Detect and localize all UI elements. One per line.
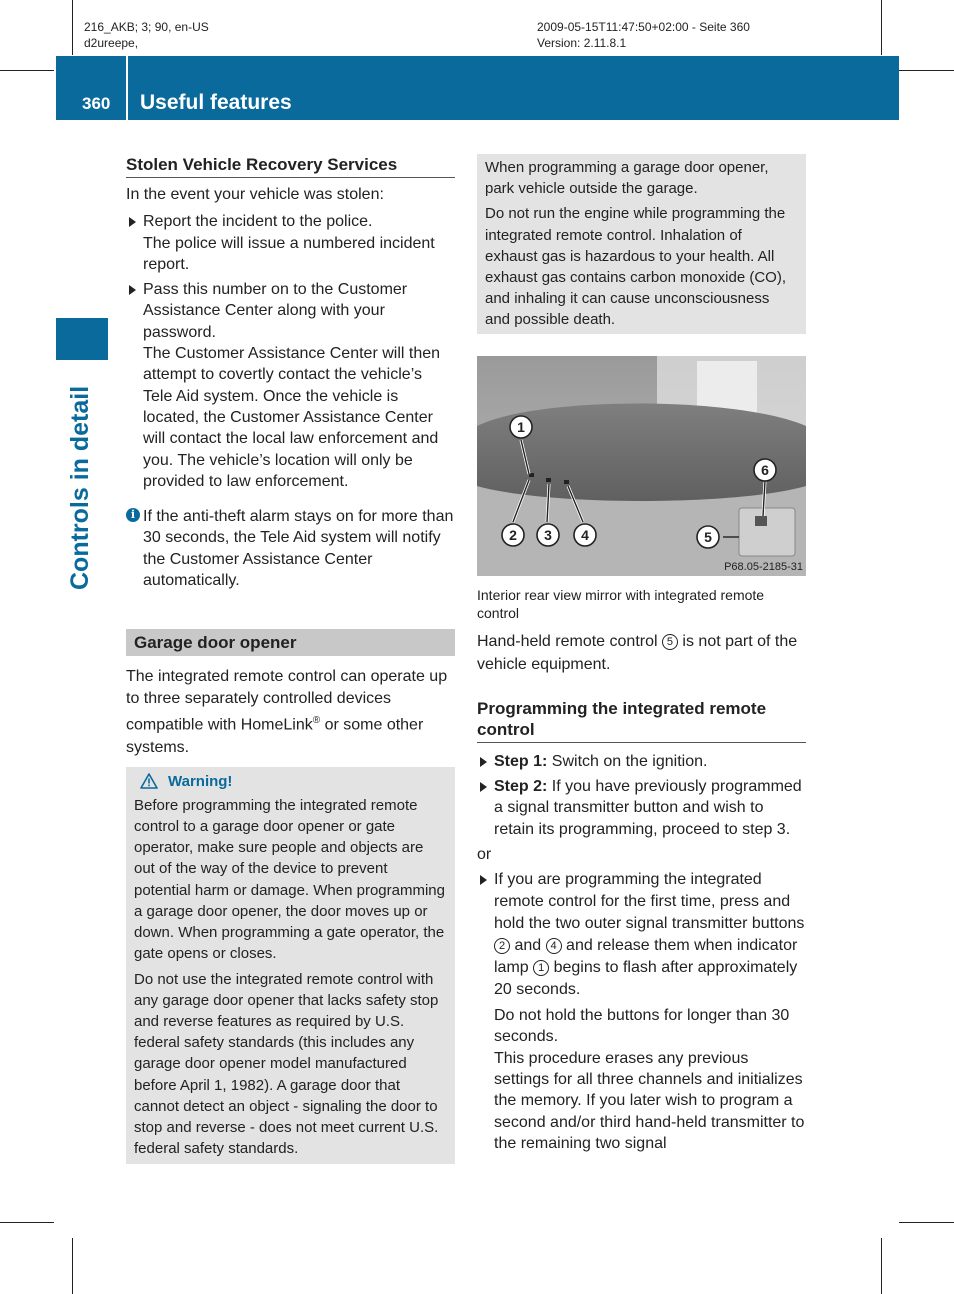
- callout-label: 3: [544, 526, 552, 543]
- step-text: [494, 751, 806, 772]
- handheld-text-end: is not part of the vehicle equipment.: [477, 632, 798, 673]
- erase-text: This procedure erases any previous settings for all three channels and initializes the memory. If you later wish to program a second and/or third hand-held transmitter to the remaining two signal: [494, 1049, 805, 1152]
- callout-ref: 2: [494, 938, 510, 954]
- step-text: [494, 776, 806, 840]
- crop-mark: [881, 0, 882, 55]
- callout-ref: 4: [546, 938, 562, 954]
- callout-label: 2: [509, 526, 517, 543]
- callout-5: [697, 526, 719, 548]
- step-body: If you have previously programmed a signal transmitter button and wish to retain its programming, proceed to step 3.: [494, 777, 802, 838]
- bullet-action: Report the incident to the police.: [143, 213, 373, 231]
- svr-intro: In the event your vehicle was stolen:: [126, 186, 384, 203]
- right-column: [477, 154, 806, 1154]
- step-label: Step 1:: [494, 752, 548, 770]
- callout-6: [754, 459, 776, 481]
- header-bar: [56, 56, 899, 120]
- callout-label: 5: [704, 528, 712, 545]
- crop-mark: [899, 70, 954, 71]
- callout-3: [537, 524, 559, 546]
- callout-4: [574, 524, 596, 546]
- first-time-text: [494, 869, 806, 1001]
- list-item: [477, 751, 806, 772]
- meta-left: [84, 19, 209, 51]
- side-tab-label: Controls in detail: [66, 385, 94, 590]
- note-box: [477, 154, 806, 334]
- step-label: Step 2:: [494, 777, 548, 795]
- svr-heading: Stolen Vehicle Recovery Services: [126, 154, 455, 178]
- bullet-action: Pass this number on to the Customer Assistance Center along with your password.: [143, 281, 408, 341]
- meta-left-line2: d2ureepe,: [84, 36, 139, 50]
- first-time-body: If you are programming the integrated remote control for the first time, press and hold the two outer signal transmitter buttons: [494, 871, 805, 933]
- warning-title-text: Warning!: [168, 772, 233, 790]
- mirror-figure: [477, 356, 806, 576]
- left-column: [126, 154, 455, 1164]
- callout-ref: 1: [533, 960, 549, 976]
- list-item: [477, 869, 806, 1154]
- header-divider: [126, 56, 128, 120]
- callout-1: [510, 416, 532, 438]
- list-item: [477, 776, 806, 840]
- figure-caption: Interior rear view mirror with integrated remote control: [477, 586, 765, 621]
- first-time-body: and: [510, 937, 546, 955]
- programming-heading: Programming the integrated remote control: [477, 698, 806, 743]
- hold-text: Do not hold the buttons for longer than 30 seconds.: [494, 1007, 790, 1046]
- page-number: 360: [82, 94, 111, 113]
- warning-triangle-icon: [140, 773, 158, 789]
- callout-ref: 5: [662, 634, 678, 650]
- callout-label: 6: [761, 461, 769, 478]
- callout-label: 1: [517, 418, 525, 435]
- figure-code: P68.05-2185-31: [724, 560, 803, 573]
- crop-mark: [881, 1238, 882, 1294]
- crop-mark: [899, 1222, 954, 1223]
- list-item: [126, 279, 455, 492]
- bullet-result: The police will issue a numbered incident report.: [143, 234, 435, 273]
- meta-right-line1: 2009-05-15T11:47:50+02:00 - Seite 360: [537, 20, 750, 34]
- first-time-body: begins to flash after approximately 20 seconds.: [494, 959, 798, 999]
- callout-label: 4: [581, 526, 589, 543]
- registered-mark: ®: [312, 715, 321, 727]
- bullet-result: The Customer Assistance Center will then attempt to covertly contact the vehicle’s Tele Aid system. Once the vehicle is located, the Customer Assistance Center will contact the local law enforcement and you. The vehicle’s location will only be provided to law enforcement.: [143, 345, 441, 490]
- handheld-note: [477, 630, 806, 676]
- note-paragraph: When programming a garage door opener, park vehicle outside the garage.: [485, 159, 769, 198]
- garage-heading: Garage door opener: [126, 629, 455, 656]
- side-tab-marker: [56, 318, 108, 360]
- crop-mark: [0, 1222, 54, 1223]
- warning-paragraph: Before programming the integrated remote control to a garage door opener or gate operator, make sure people and objects are out of the way of the device to prevent potential harm or damage. When programming a garage door opener, the door moves up or down. When programming a gate operator, the gate opens or closes.: [134, 796, 445, 963]
- section-title: Useful features: [140, 91, 292, 114]
- step-body: Switch on the ignition.: [547, 752, 708, 770]
- crop-mark: [72, 0, 73, 55]
- info-text: If the anti-theft alarm stays on for more than 30 seconds, the Tele Aid system will notify the Customer Assistance Center automatically.: [143, 508, 454, 590]
- meta-right-line2: Version: 2.11.8.1: [537, 36, 627, 50]
- warning-box: [126, 767, 455, 1165]
- garage-intro: [126, 666, 455, 758]
- crop-mark: [0, 70, 54, 71]
- info-note: [126, 506, 455, 591]
- note-paragraph: Do not run the engine while programming the integrated remote control. Inhalation of exhaust gas is hazardous to your health. All exhaust gas contains carbon monoxide (CO), and inhaling it can cause unconsciousness and possible death.: [485, 205, 786, 329]
- meta-left-line1: 216_AKB; 3; 90, en-US: [84, 20, 209, 34]
- meta-right: [537, 19, 750, 51]
- callout-2: [502, 524, 524, 546]
- garage-intro-text-end: or some other systems.: [126, 716, 424, 756]
- handheld-text: Hand-held remote control: [477, 632, 662, 650]
- or-text: or: [477, 845, 492, 863]
- first-time-body: and release them when indicator lamp: [494, 937, 798, 977]
- warning-title: [140, 771, 447, 792]
- list-item: [126, 211, 455, 275]
- info-icon: i: [126, 508, 140, 522]
- crop-mark: [72, 1238, 73, 1294]
- warning-paragraph: Do not use the integrated remote control with any garage door opener that lacks safety stop and reverse features as required by U.S. federal safety standards (this includes any garage door opener model manufactured before April 1, 1982). A garage door that cannot detect an object - signaling the door to stop and reverse - does not meet current U.S. federal safety standards.: [134, 970, 439, 1158]
- garage-intro-text: The integrated remote control can operate up to three separately controlled devices compatible with HomeLink: [126, 668, 448, 734]
